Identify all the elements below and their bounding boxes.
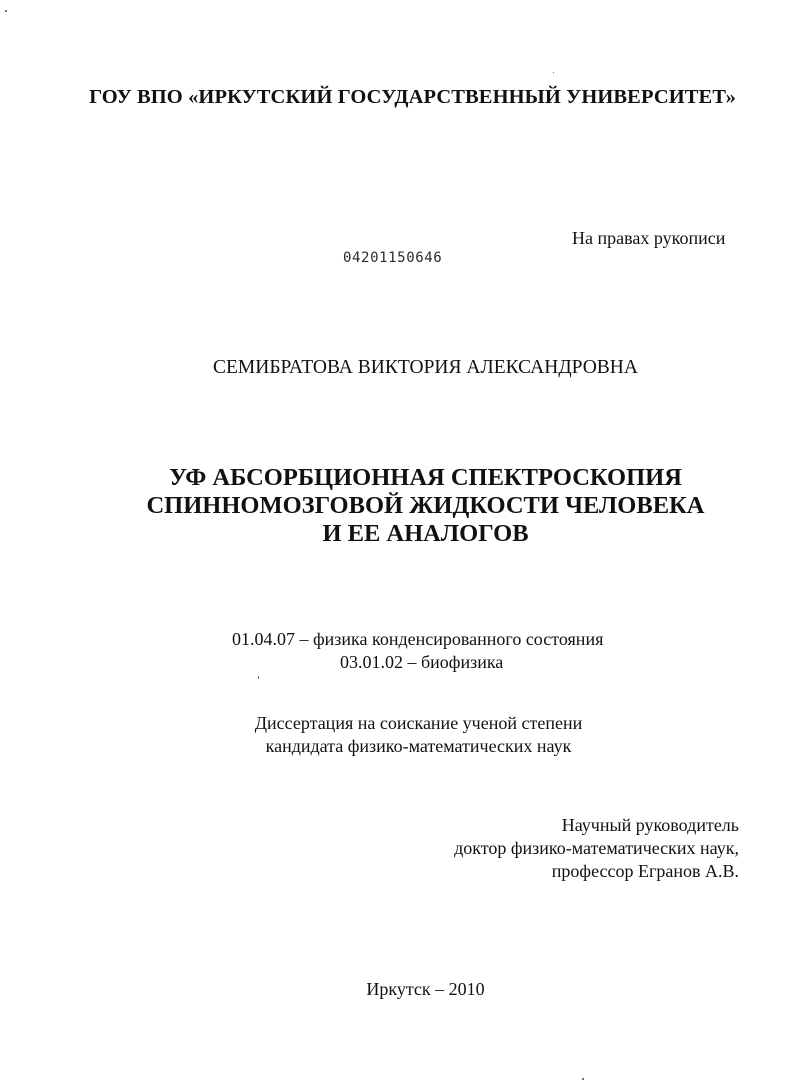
catalog-number-stamp: 04201150646 (343, 250, 443, 266)
scan-speck (553, 72, 554, 73)
scan-speck (5, 10, 7, 12)
city-year: Иркутск – 2010 (366, 979, 485, 999)
dissertation-title (0, 464, 797, 548)
advisor-role: Научный руководитель (561, 815, 739, 835)
degree-statement (0, 712, 797, 758)
degree-line-1: Диссертация на соискание ученой степени (254, 713, 583, 733)
degree-line-2: кандидата физико-математических наук (265, 736, 572, 756)
specialty-code-1: 01.04.07 – физика конденсированного состояния (232, 629, 604, 649)
title-line: УФ АБСОРБЦИОННАЯ СПЕКТРОСКОПИЯ (169, 464, 682, 491)
title-line: СПИННОМОЗГОВОЙ ЖИДКОСТИ ЧЕЛОВЕКА (146, 492, 705, 519)
title-line: И ЕЕ АНАЛОГОВ (322, 520, 529, 547)
advisor-block (454, 814, 739, 883)
advisor-credentials: доктор физико-математических наук, (454, 838, 739, 858)
scan-speck (258, 676, 259, 679)
advisor-name: профессор Егранов А.В. (551, 861, 739, 881)
rights-note: На правах рукописи (572, 228, 726, 248)
author-name: СЕМИБРАТОВА ВИКТОРИЯ АЛЕКСАНДРОВНА (213, 357, 638, 378)
university-name: ГОУ ВПО «ИРКУТСКИЙ ГОСУДАРСТВЕННЫЙ УНИВЕРСИТЕТ» (89, 86, 736, 108)
specialty-code-2: 03.01.02 – биофизика (340, 652, 504, 672)
scan-speck (582, 1078, 584, 1080)
